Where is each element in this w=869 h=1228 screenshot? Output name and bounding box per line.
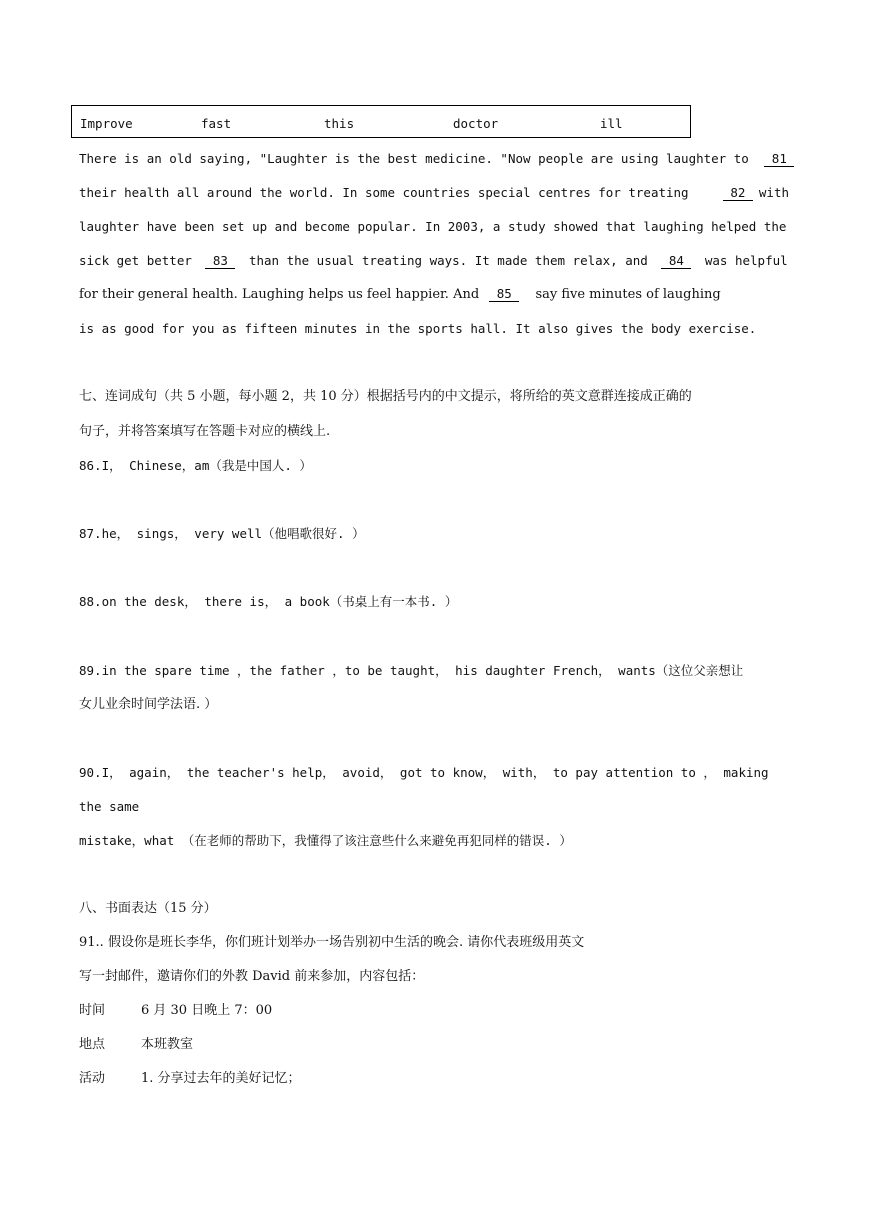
info-row-place — [79, 1036, 194, 1053]
info-label: 地点 — [79, 1037, 106, 1052]
question-86: 86.I， Chinese，am（我是中国人. ） — [79, 458, 312, 473]
question-88: 88.on the desk， there is， a book（书桌上有一本书. ） — [79, 594, 458, 609]
section-7-heading: 句子，并将答案填写在答题卡对应的横线上. — [79, 424, 331, 439]
passage-line: is as good for you as fifteen minutes in the sports hall. It also gives the body exercise. — [79, 321, 757, 336]
info-value: 6 月 30 日晚上 7：00 — [141, 1003, 273, 1018]
section-8-heading: 八、书面表达（15 分） — [79, 901, 217, 916]
info-value: 本班教室 — [141, 1037, 194, 1052]
passage-line — [79, 286, 721, 303]
info-label: 活动 — [79, 1071, 106, 1086]
passage-text: than the usual treating ways. It made them relax, and — [248, 253, 648, 268]
passage-text: sick get better — [79, 253, 192, 268]
word-bank-item: fast — [201, 116, 232, 131]
passage-text: their health all around the world. In some countries special centres for treating — [79, 185, 689, 200]
word-bank-item: Improve — [80, 116, 133, 131]
question-91: 写一封邮件，邀请你们的外教 David 前来参加，内容包括： — [79, 969, 425, 984]
passage-text: was helpful — [704, 253, 788, 268]
question-90: the same — [79, 799, 140, 814]
passage-line — [79, 150, 794, 167]
question-90: mistake，what （在老师的帮助下，我懂得了该注意些什么来避免再犯同样的错误. ） — [79, 833, 572, 848]
blank-82: 82 — [723, 186, 753, 201]
blank-84: 84 — [661, 254, 691, 269]
passage-text: for their general health. Laughing helps us feel happier. And — [79, 287, 480, 302]
blank-83: 83 — [205, 254, 235, 269]
passage-text: There is an old saying, "Laughter is the best medicine. "Now people are using laughter to — [79, 151, 749, 166]
question-89: 89.in the spare time ，the father ，to be taught， his daughter French， wants（这位父亲想让 — [79, 663, 744, 678]
question-87: 87.he， sings， very well（他唱歌很好. ） — [79, 526, 365, 541]
passage-line — [79, 184, 789, 201]
info-row-activity — [79, 1070, 301, 1087]
question-91: 91.. 假设你是班长李华，你们班计划举办一场告别初中生活的晚会. 请你代表班级用英文 — [79, 935, 585, 950]
info-row-time — [79, 1002, 273, 1019]
section-7-heading: 七、连词成句（共 5 小题，每小题 2，共 10 分）根据括号内的中文提示，将所给的英文意群连接成正确的 — [79, 389, 692, 404]
word-bank-item: ill — [600, 116, 623, 131]
blank-81: 81 — [764, 152, 794, 167]
question-90: 90.I， again， the teacher's help， avoid， got to know， with， to pay attention to ， making — [79, 765, 769, 780]
passage-text: with — [758, 185, 789, 200]
question-89: 女儿业余时间学法语. ） — [79, 697, 218, 712]
passage-line — [79, 252, 788, 269]
word-bank-item: doctor — [453, 116, 499, 131]
word-bank-item: this — [324, 116, 355, 131]
passage-text: say five minutes of laughing — [535, 287, 721, 302]
word-bank-box — [71, 105, 691, 138]
info-label: 时间 — [79, 1003, 106, 1018]
passage-line: laughter have been set up and become popular. In 2003, a study showed that laughing helped the — [79, 219, 787, 234]
blank-85: 85 — [489, 287, 519, 302]
info-value: 1. 分享过去年的美好记忆； — [141, 1071, 301, 1086]
